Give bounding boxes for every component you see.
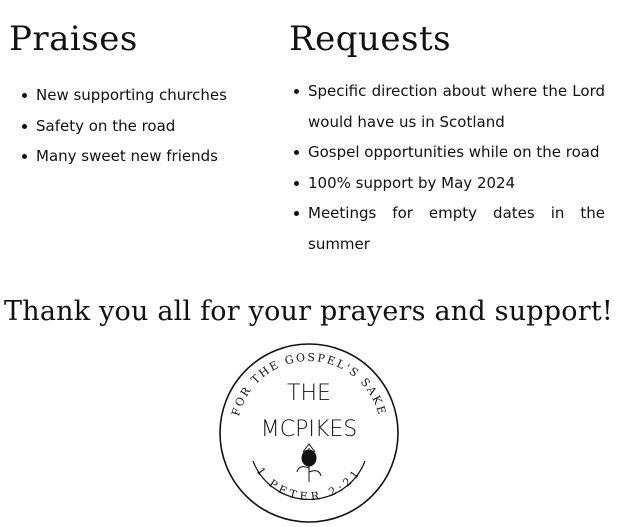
requests-heading: Requests (289, 19, 452, 59)
seal-name-line-2: MCPIKES (260, 417, 358, 442)
request-item: Meetings for empty dates in the summer (291, 198, 605, 259)
thistle-icon (297, 444, 321, 482)
mcpikes-seal-logo (211, 340, 407, 526)
praise-item: New supporting churches (19, 80, 269, 111)
request-item: Specific direction about where the Lord would have us in Scotland (291, 76, 605, 137)
praises-list (19, 80, 269, 172)
praises-heading: Praises (9, 19, 138, 59)
praise-item: Safety on the road (19, 111, 269, 142)
praise-item: Many sweet new friends (19, 141, 269, 172)
request-item: Gospel opportunities while on the road (291, 137, 605, 168)
seal-verse-text: 1 PETER 2:21 (253, 464, 365, 504)
thank-you-message: Thank you all for your prayers and support! (4, 296, 613, 327)
request-item: 100% support by May 2024 (291, 168, 605, 199)
seal-name-line-1: THE (287, 381, 331, 406)
seal-ring-text: FOR THE GOSPEL'S SAKE (229, 350, 389, 418)
requests-list (291, 76, 605, 259)
